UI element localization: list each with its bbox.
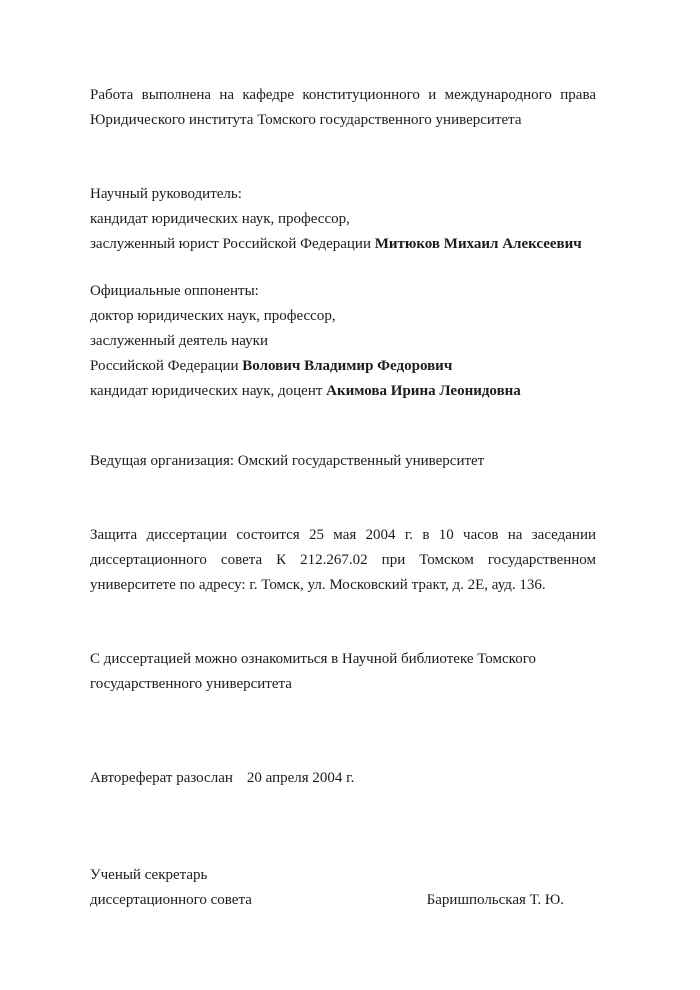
library-line: государственного университета	[90, 676, 292, 692]
secretary-title-line: Ученый секретарь	[90, 867, 208, 883]
supervisor-name: Митюков Михаил Алексеевич	[374, 236, 582, 252]
secretary-council-text: диссертационного совета	[90, 892, 252, 908]
defense-line: Защита диссертации состоится 25 мая 2004 г. в 10 часов на заседании	[90, 527, 596, 543]
supervisor-heading: Научный руководитель:	[90, 186, 242, 202]
opponent-name-2: Акимова Ирина Леонидовна	[326, 383, 521, 399]
opponent-name-line	[90, 354, 596, 379]
supervisor-title-text: заслуженный юрист Российской Федерации	[90, 236, 375, 252]
leading-organization-line	[90, 449, 596, 474]
secretary-name: Баришпольская Т. Ю.	[426, 892, 564, 908]
supervisor-degree-line: кандидат юридических наук, профессор,	[90, 211, 350, 227]
opponent-degree-line: доктор юридических наук, профессор,	[90, 308, 336, 324]
opponents-heading: Официальные оппоненты:	[90, 283, 259, 299]
supervisor-title-line	[90, 232, 596, 257]
library-paragraph	[90, 647, 596, 697]
abstract-sent-date: 20 апреля 2004 г.	[246, 770, 355, 786]
secretary-signature-row	[90, 888, 596, 913]
defense-line: университете по адресу: г. Томск, ул. Московский тракт, д. 2Е, ауд. 136.	[90, 577, 546, 593]
abstract-sent-label: Автореферат разослан	[90, 770, 233, 786]
affiliation-line: Юридического института Томского государственного университета	[90, 112, 522, 128]
abstract-sent-line	[90, 766, 596, 791]
opponent-name-1: Волович Владимир Федорович	[242, 358, 453, 374]
opponents-section	[90, 279, 596, 404]
secretary-section	[90, 863, 596, 913]
library-line: С диссертацией можно ознакомиться в Научной библиотеке Томского	[90, 651, 536, 667]
opponent-title-line: заслуженный деятель науки	[90, 333, 268, 349]
opponent-name-line	[90, 379, 596, 404]
affiliation-paragraph	[90, 83, 596, 133]
leading-organization-text: Ведущая организация: Омский государственный университет	[90, 453, 485, 469]
affiliation-line: Работа выполнена на кафедре конституционного и международного права	[90, 87, 596, 103]
defense-paragraph	[90, 523, 596, 598]
supervisor-section	[90, 182, 596, 257]
defense-line: диссертационного совета К 212.267.02 при Томском государственном	[90, 552, 596, 568]
opponent-title-text: Российской Федерации	[90, 358, 243, 374]
opponent-degree-text: кандидат юридических наук, доцент	[90, 383, 327, 399]
